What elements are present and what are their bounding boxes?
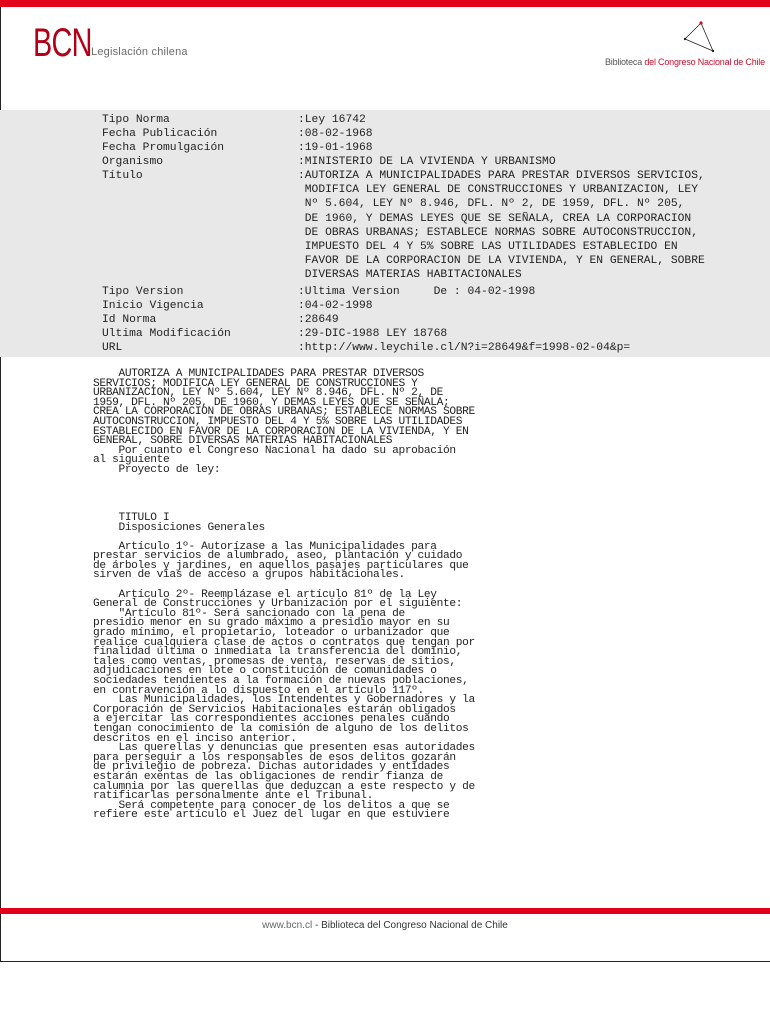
footer-label: Biblioteca del Congreso Nacional de Chile — [321, 920, 508, 931]
body-line: realice cualquiera clase de actos o contratos que tengan por — [93, 636, 475, 649]
body-line: adjudicaciones en lote o constitución de comunidades o — [93, 665, 437, 678]
body-line: CREA LA CORPORACION DE OBRAS URBANAS; ESTABLECE NORMAS SOBRE — [93, 406, 475, 419]
body-line: TITULO I — [93, 511, 170, 524]
meta-value: :AUTORIZA A MUNICIPALIDADES PARA PRESTAR DIVERSOS SERVICIOS, MODIFICA LEY GENERAL DE CONSTRUCCIONES Y URBANIZACION, LEY Nº 5.604, LEY Nº 8.946, DFL. Nº 2, DE 1959, DFL. Nº 205, DE 1960, Y DEMAS LEYES QUE SE SEÑALA, CREA LA CORPORACION DE OBRAS URBANAS; ESTABLECE NORMAS SOBRE AUTOCONSTRUCCION, IMPUESTO DEL 4 Y 5% SOBRE LAS UTILIDADES ESTABLECIDO EN FAVOR DE LA CORPORACION DE LA VIVIENDA, Y EN GENERAL, SOBRE DIVERSAS MATERIAS HABITACIONALES — [298, 170, 705, 282]
body-line: para perseguir a los responsables de esos delitos gozarán — [93, 751, 456, 764]
meta-label: Fecha Publicación — [102, 128, 218, 140]
body-line — [93, 495, 563, 505]
meta-label: Organismo — [102, 156, 164, 168]
bottom-red-bar — [0, 908, 770, 914]
meta-value: :Ley 16742 — [298, 114, 366, 126]
body-line: en contravención a lo dispuesto en el artículo 117º. — [93, 684, 424, 697]
meta-label: Inicio Vigencia — [102, 300, 204, 312]
body-line: GENERAL, SOBRE DIVERSAS MATERIAS HABITACIONALES — [93, 435, 393, 448]
body-line: "Artículo 81º- Será sancionado con la pena de — [93, 607, 405, 620]
body-line: finalidad última o inmediata la transferencia del dominio, — [93, 646, 463, 659]
meta-value: :Ultima Version De : 04-02-1998 — [298, 286, 536, 298]
body-line: calumnia por las querellas que deduzcan a este respecto y de — [93, 780, 475, 793]
body-line: AUTOCONSTRUCCION, IMPUESTO DEL 4 Y 5% SOBRE LAS UTILIDADES — [93, 415, 463, 428]
body-line: de árboles y jardines, en aquellos pasajes particulares que — [93, 559, 469, 572]
body-line: ratificarlas personalmente ante el Tribunal. — [93, 790, 373, 803]
bcn-triangle-logo-icon — [679, 19, 719, 55]
body-line: Por cuanto el Congreso Nacional ha dado su aprobación — [93, 444, 456, 457]
body-line: prestar servicios de alumbrado, aseo, plantación y cuidado — [93, 550, 463, 563]
meta-url-link[interactable]: :http://www.leychile.cl/N?i=28649&f=1998-02-04&p= — [298, 342, 631, 354]
library-logo-text — [605, 57, 765, 67]
logo-subtitle: Legislación chilena — [91, 46, 188, 58]
top-red-bar — [0, 0, 770, 7]
meta-value: :08-02-1968 — [298, 128, 373, 140]
page-header — [0, 7, 770, 97]
body-line — [93, 476, 563, 486]
body-line: General de Construcciones y Urbanización por el siguiente: — [93, 598, 463, 611]
library-logo-text-b: del Congreso Nacional de Chile — [644, 57, 765, 67]
body-line: tales como ventas, promesas de venta, reservas de sitios, — [93, 655, 456, 668]
body-line: Artículo 1º- Autorízase a las Municipalidades para — [93, 540, 437, 553]
library-logo — [605, 19, 765, 69]
body-line: a ejercitar las correspondientes acciones penales cuando — [93, 713, 450, 726]
body-line: sociedades tendientes a la formación de nuevas poblaciones, — [93, 675, 469, 687]
body-line: 1959, DFL. Nº 205, DE 1960, Y DEMAS LEYES QUE SE SEÑALA; — [93, 396, 450, 409]
body-line: SERVICIOS; MODIFICA LEY GENERAL DE CONSTRUCCIONES Y — [93, 377, 418, 390]
body-line: presidio menor en su grado máximo a presidio mayor en su — [93, 617, 450, 630]
meta-value: :MINISTERIO DE LA VIVIENDA Y URBANISMO — [298, 156, 556, 168]
body-line: sirven de vías de acceso a grupos habitacionales. — [93, 569, 405, 582]
page-footer — [0, 920, 770, 931]
bcn-logo: BCN — [33, 21, 92, 65]
body-line: estarán exentas de las obligaciones de rendir fianza de — [93, 770, 443, 783]
meta-value: :19-01-1968 — [298, 142, 373, 154]
body-line: Corporación de Servicios Habitacionales estarán obligados — [93, 703, 456, 716]
body-line: Las Municipalidades, los Intendentes y Gobernadores y la — [93, 694, 475, 707]
body-line: de privilegio de pobreza. Dichas autoridades y entidades — [93, 761, 450, 774]
footer-url-link[interactable]: www.bcn.cl — [262, 920, 313, 931]
body-line: ESTABLECIDO EN FAVOR DE LA CORPORACION DE LA VIVIENDA, Y EN — [93, 425, 469, 438]
footer-separator: - — [312, 920, 322, 931]
meta-label: Fecha Promulgación — [102, 142, 225, 154]
meta-label: Id Norma — [102, 314, 157, 326]
body-line: URBANIZACION, LEY Nº 5.604, LEY Nº 8.946, DFL. Nº 2, DE — [93, 387, 443, 400]
norm-metadata-box — [0, 110, 770, 357]
meta-value: :28649 — [298, 314, 339, 326]
meta-label: Ultima Modificación — [102, 328, 231, 340]
meta-label: URL — [102, 342, 123, 354]
meta-label: Título — [102, 170, 143, 182]
body-line: descritos en el inciso anterior. — [93, 732, 297, 745]
meta-value: :29-DIC-1988 LEY 18768 — [298, 328, 448, 340]
body-line: al siguiente — [93, 454, 170, 467]
meta-label: Tipo Norma — [102, 114, 170, 126]
body-line: Será competente para conocer de los delitos a que se — [93, 799, 450, 812]
body-line: grado mínimo, el propietario, loteador o urbanizador que — [93, 627, 450, 640]
law-body-text — [93, 370, 563, 821]
body-line: tengan conocimiento de la comisión de alguno de los delitos — [93, 722, 469, 735]
body-line: refiere este artículo el Juez del lugar en que estuviere — [93, 809, 450, 822]
body-line: AUTORIZA A MUNICIPALIDADES PARA PRESTAR DIVERSOS — [93, 368, 424, 380]
meta-value: :04-02-1998 — [298, 300, 373, 312]
body-line: Artículo 2º- Reemplázase el artículo 81º de la Ley — [93, 588, 437, 601]
body-line: Disposiciones Generales — [93, 521, 265, 534]
body-line: Las querellas y denuncias que presenten esas autoridades — [93, 742, 475, 755]
body-line: Proyecto de ley: — [93, 463, 221, 476]
library-logo-text-a: Biblioteca — [605, 57, 645, 67]
meta-label: Tipo Version — [102, 286, 184, 298]
body-line — [93, 485, 563, 495]
